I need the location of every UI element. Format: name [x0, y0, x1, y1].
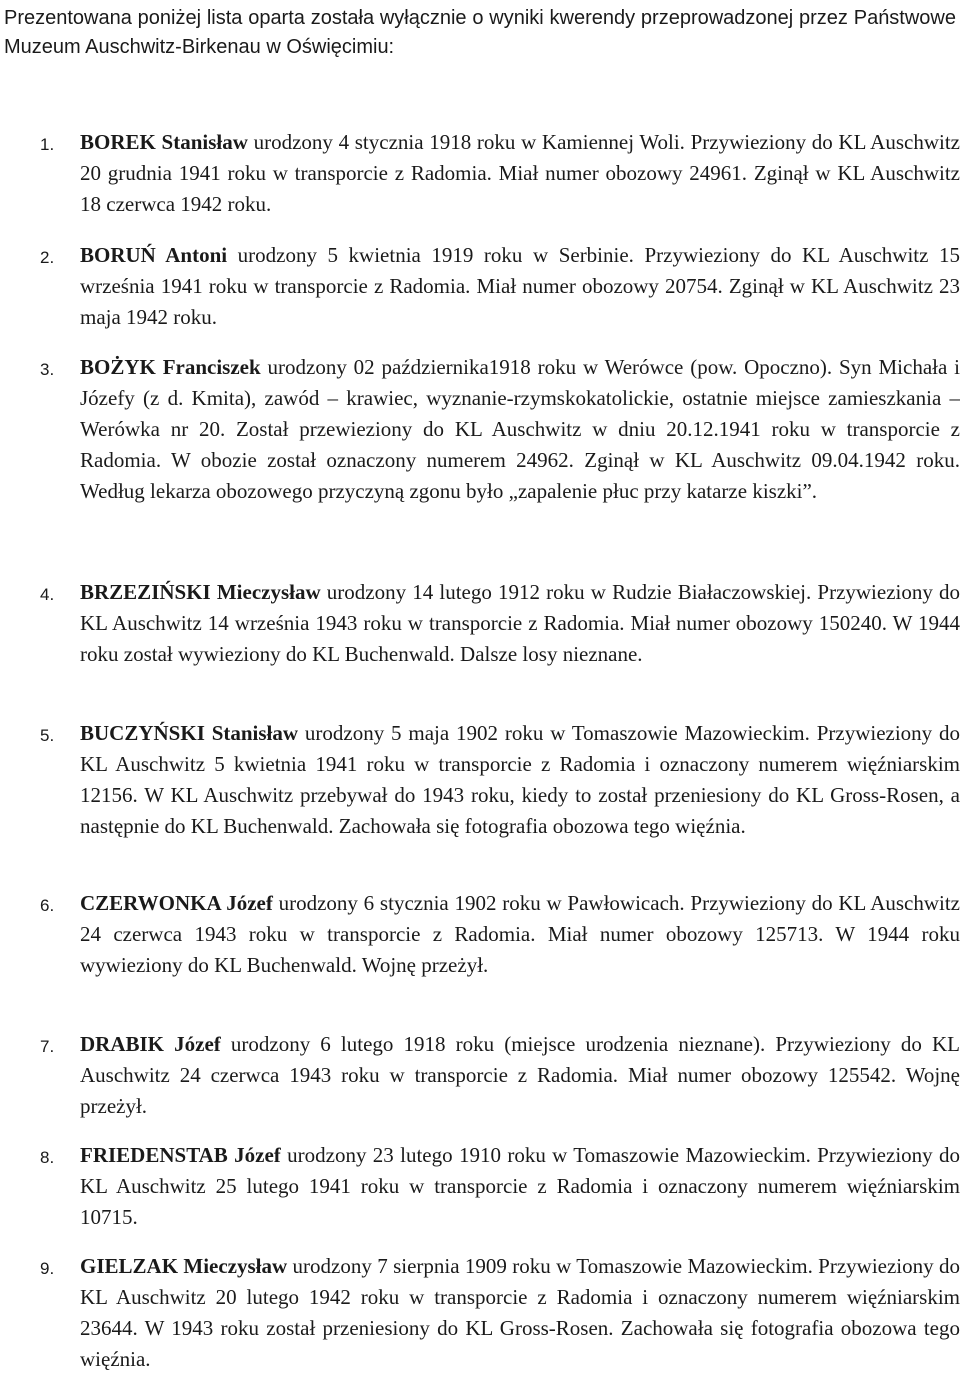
entry-number: 9. [40, 1259, 55, 1278]
person-name: BUCZYŃSKI Stanisław [80, 721, 299, 745]
person-name: DRABIK Józef [80, 1032, 221, 1056]
entry-description: urodzony 02 października1918 roku w Werówce (pow. Opoczno). Syn Michała i Józefy (z d. Kmita), zawód – krawiec, wyznanie-rzymskokatolickie, ostatnie miejsce zamieszkania – Werówka nr 20. Został przewieziony do KL Auschwitz w dniu 20.12.1941 roku w transporcie z Radomia. W obozie został oznaczony numerem 24962. Zginął w KL Auschwitz 09.04.1942 roku. Według lekarza obozowego przyczyną zgonu było „zapalenie płuc przy katarze kiszki”. [80, 355, 960, 503]
entry-text [80, 240, 960, 333]
entry-text [80, 1140, 960, 1233]
entry-number: 7. [40, 1037, 55, 1056]
person-name: CZERWONKA Józef [80, 891, 273, 915]
entry-description: urodzony 23 lutego 1910 roku w Tomaszowie Mazowieckim. Przywieziony do KL Auschwitz 25 lutego 1941 roku w transporcie z Radomia i oznaczony numerem więźniarskim 10715. [80, 1143, 960, 1229]
person-name: GIELZAK Mieczysław [80, 1254, 288, 1278]
entry-description: urodzony 6 lutego 1918 roku (miejsce urodzenia nieznane). Przywieziony do KL Auschwitz 24 czerwca 1943 roku w transporcie z Radomia. Miał numer obozowy 125542. Wojnę przeżył. [80, 1032, 960, 1118]
person-name: BOREK Stanisław [80, 130, 248, 154]
person-name: BORUŃ Antoni [80, 243, 228, 267]
entry-number: 8. [40, 1148, 55, 1167]
person-name: FRIEDENSTAB Józef [80, 1143, 281, 1167]
entry-number: 2. [40, 248, 55, 267]
entry-description: urodzony 5 maja 1902 roku w Tomaszowie Mazowieckim. Przywieziony do KL Auschwitz 5 kwietnia 1941 roku w transporcie z Radomia i oznaczony numerem więźniarskim 12156. W KL Auschwitz przebywał do 1943 roku, kiedy to został przeniesiony do KL Gross-Rosen, a następnie do KL Buchenwald. Zachowała się fotografia obozowa tego więźnia. [80, 721, 960, 838]
entry-text [80, 577, 960, 670]
entry-text [80, 127, 960, 220]
entry-text [80, 1029, 960, 1122]
entry-text [80, 352, 960, 507]
entry-description: urodzony 4 stycznia 1918 roku w Kamiennej Woli. Przywieziony do KL Auschwitz 20 grudnia 1941 roku w transporcie z Radomia. Miał numer obozowy 24961. Zginął w KL Auschwitz 18 czerwca 1942 roku. [80, 130, 960, 216]
entry-number: 6. [40, 896, 55, 915]
entry-text [80, 1251, 960, 1375]
entry-number: 5. [40, 726, 55, 745]
entry-number: 1. [40, 135, 55, 154]
entry-number: 3. [40, 360, 55, 379]
entry-text [80, 718, 960, 842]
intro-paragraph: Prezentowana poniżej lista oparta została wyłącznie o wyniki kwerendy przeprowadzonej przez Państwowe Muzeum Auschwitz-Birkenau w Oświęcimiu: [4, 7, 956, 58]
entry-description: urodzony 7 sierpnia 1909 roku w Tomaszowie Mazowieckim. Przywieziony do KL Auschwitz 20 lutego 1942 roku w transporcie z Radomia i oznaczony numerem więźniarskim 23644. W 1943 roku został przeniesiony do KL Gross-Rosen. Zachowała się fotografia obozowa tego więźnia. [80, 1254, 960, 1371]
entry-text [80, 888, 960, 981]
entry-description: urodzony 14 lutego 1912 roku w Rudzie Białaczowskiej. Przywieziony do KL Auschwitz 14 września 1943 roku w transporcie z Radomia. Miał numer obozowy 150240. W 1944 roku został wywieziony do KL Buchenwald. Dalsze losy nieznane. [80, 580, 960, 666]
entry-number: 4. [40, 585, 55, 604]
entry-description: urodzony 5 kwietnia 1919 roku w Serbinie. Przywieziony do KL Auschwitz 15 września 1941 roku w transporcie z Radomia. Miał numer obozowy 20754. Zginął w KL Auschwitz 23 maja 1942 roku. [80, 243, 960, 329]
person-name: BOŻYK Franciszek [80, 355, 261, 379]
entry-description: urodzony 6 stycznia 1902 roku w Pawłowicach. Przywieziony do KL Auschwitz 24 czerwca 1943 roku w transporcie z Radomia. Miał numer obozowy 125713. W 1944 roku wywieziony do KL Buchenwald. Wojnę przeżył. [80, 891, 960, 977]
person-name: BRZEZIŃSKI Mieczysław [80, 580, 321, 604]
